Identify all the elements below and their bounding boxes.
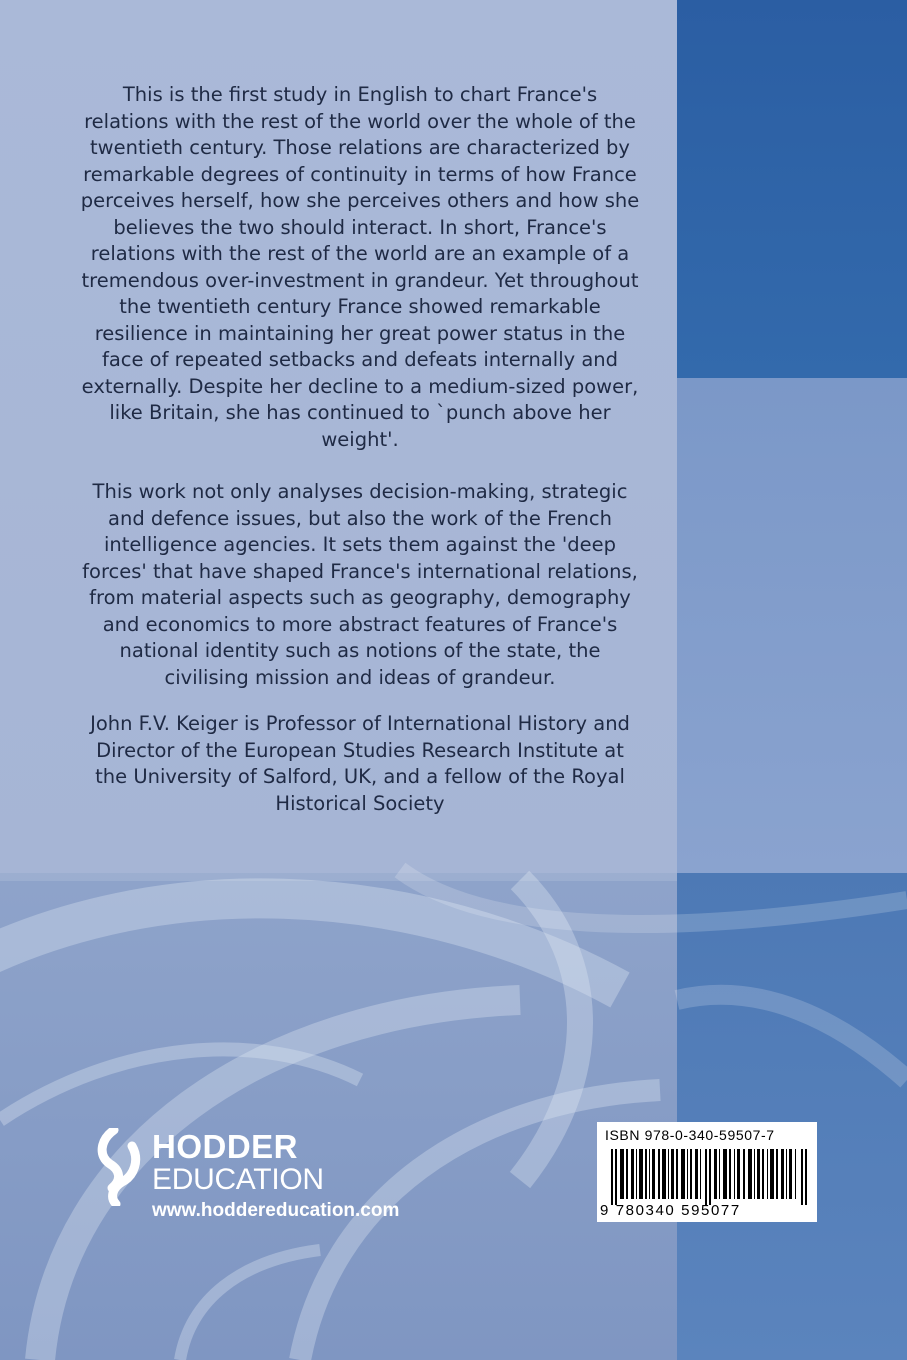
blurb-paragraph-1: This is the first study in English to chart France's relations with the rest of the world over the whole of the twentieth century. Those relations are characterized by remarkable degrees of continuity in terms of how France perceives herself, how she perceives others and how she believes the two should interact. In short, France's relations with the rest of the world are an example of a tremendous over-investment in grandeur. Yet throughout the twentieth century France showed remarkable resilience in maintaining her great power status in the face of repeated setbacks and defeats internally and externally. Despite her decline to a medium-sized power, like Britain, she has continued to `punch above her weight'. — [80, 83, 640, 451]
publisher-url: www.hoddereducation.com — [152, 1200, 400, 1221]
author-bio: John F.V. Keiger is Professor of International History and Director of the European Studies Research Institute at the University of Salford, UK, and a fellow of the Royal Historical Society — [90, 712, 630, 815]
isbn-label: ISBN 978-0-340-59507-7 — [605, 1127, 775, 1143]
publisher-name-line2: EDUCATION — [152, 1163, 324, 1196]
publisher-name-line1: HODDER — [152, 1128, 299, 1165]
blurb-paragraph-2: This work not only analyses decision-making, strategic and defence issues, but also the work of the French intelligence agencies. It sets them against the 'deep forces' that have shaped France's international relations, from material aspects such as geography, demography and economics to more abstract features of France's national identity such as notions of the state, the civilising mission and ideas of grandeur. — [82, 480, 638, 689]
barcode-digits: 9 780340 595077 — [600, 1202, 741, 1219]
hodder-logo-icon — [92, 1128, 146, 1206]
isbn-barcode — [597, 1122, 817, 1222]
barcode-icon — [611, 1149, 807, 1205]
back-cover-blurb — [80, 82, 640, 817]
